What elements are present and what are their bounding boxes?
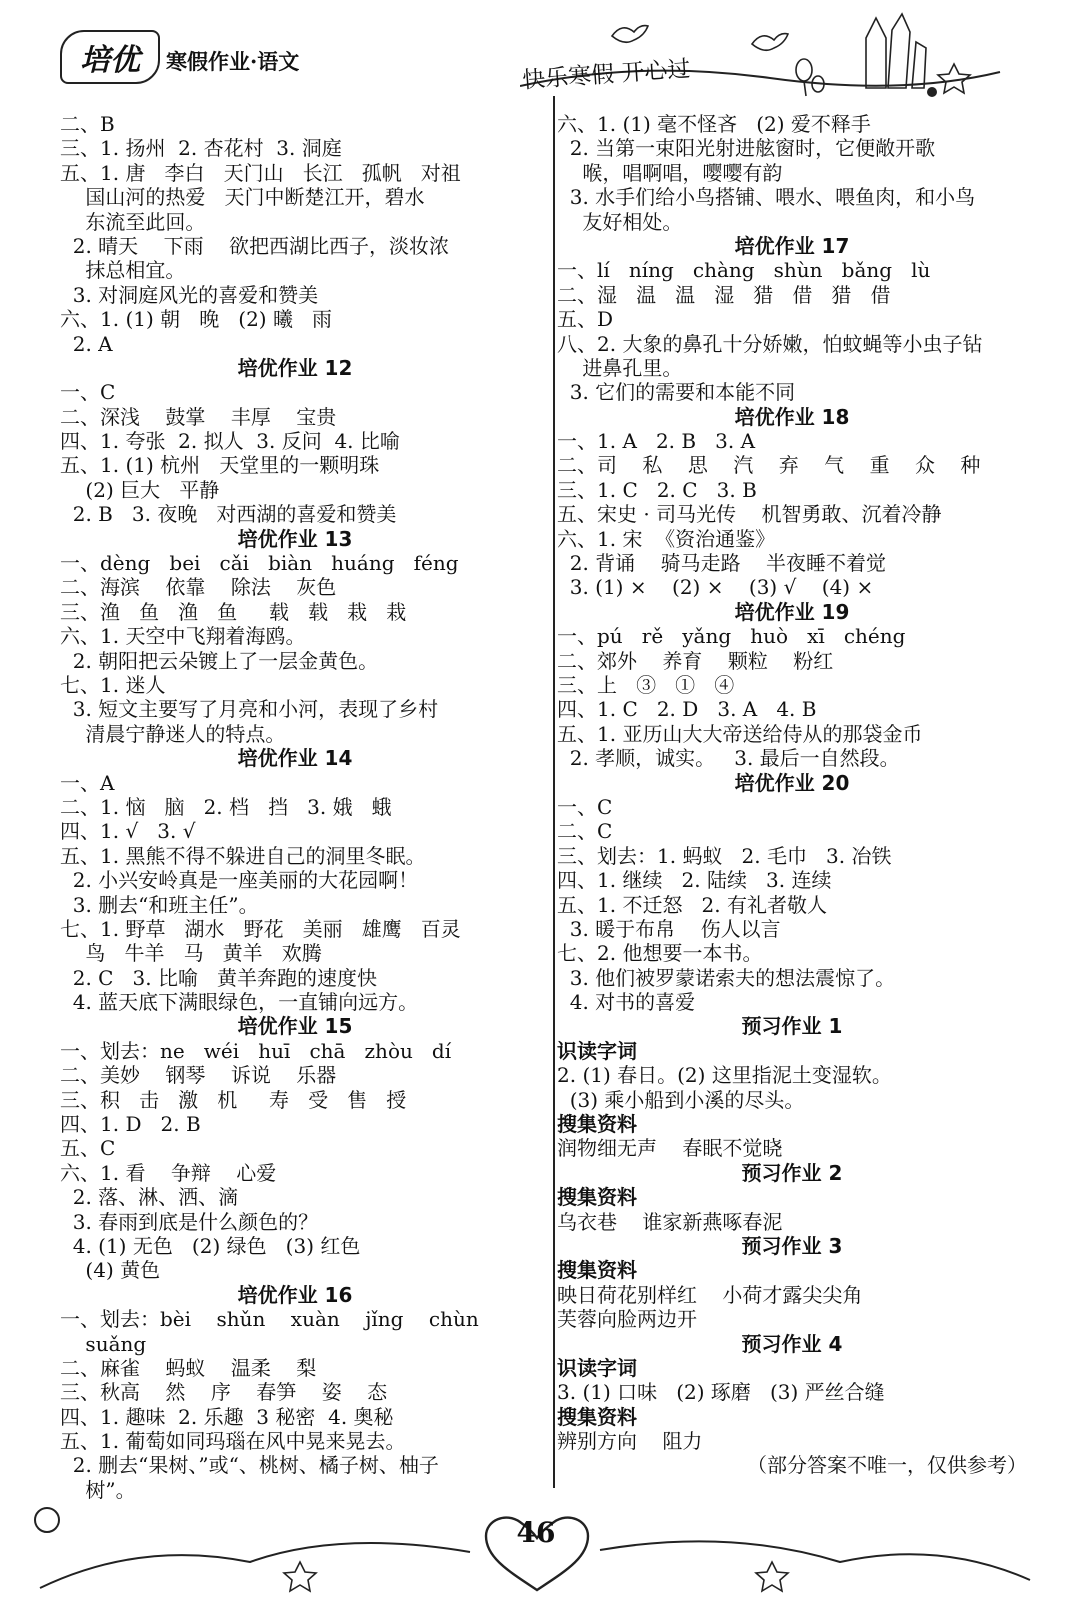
answer-line: (3) 乘小船到小溪的尽头。 <box>557 1087 805 1112</box>
answer-line: 2. 小兴安岭真是一座美丽的大花园啊！ <box>60 868 419 893</box>
answer-line: 乌衣巷 谁家新燕啄春泥 <box>557 1209 783 1234</box>
section-heading: 培优作业 18 <box>734 404 850 429</box>
page-footer <box>0 1500 1075 1600</box>
logo-text: 培优 <box>80 43 140 78</box>
balloon-icon <box>796 59 824 96</box>
answer-line: 3. 他们被罗蒙诺索夫的想法震惊了。 <box>557 965 896 990</box>
answer-line: 三、1. C 2. C 3. B <box>557 477 757 502</box>
answer-line: 二、1. 恼 脑 2. 档 挡 3. 娥 蛾 <box>60 794 392 819</box>
section-heading: 预习作业 3 <box>741 1233 843 1258</box>
answer-line: 一、dèng bei cǎi biàn huáng féng <box>60 551 459 576</box>
answer-line: 四、1. 继续 2. 陆续 3. 连续 <box>557 868 832 893</box>
answer-line: 六、1. 天空中飞翔着海鸥。 <box>60 624 306 649</box>
answer-line: 映日荷花别样红 小荷才露尖尖角 <box>557 1282 863 1307</box>
column-divider <box>553 96 555 1488</box>
answer-line: 五、1. 不迁怒 2. 有礼者敬人 <box>557 892 827 917</box>
answer-line: 4. 蓝天底下满眼绿色，一直铺向远方。 <box>60 990 419 1015</box>
answer-line: 喉，唱啊唱，嘤嘤有韵 <box>557 160 783 185</box>
answer-line: suǎng <box>60 1331 147 1356</box>
section-heading: 培优作业 15 <box>237 1014 353 1039</box>
subsection-label: 搜集资料 <box>557 1258 637 1283</box>
subsection-label: 识读字词 <box>557 1355 637 1380</box>
answer-line: 3. 它们的需要和本能不同 <box>557 380 796 405</box>
answer-line: 2. 当第一束阳光射进舷窗时，它便敞开歌 <box>557 136 936 161</box>
answer-line: 3. 删去“和班主任”。 <box>60 892 259 917</box>
answer-line: 润物细无声 春眠不觉晓 <box>557 1136 783 1161</box>
answer-column-left <box>60 112 530 1502</box>
answer-line: 一、C <box>60 380 116 405</box>
star-icon <box>284 1562 788 1591</box>
answer-line: 五、C <box>60 1136 116 1161</box>
answer-line: 3. 水手们给小鸟搭铺、喂水、喂鱼肉，和小鸟 <box>557 185 976 210</box>
answer-line: 国山河的热爱 天门中断楚江开，碧水 <box>60 185 425 210</box>
answer-line: 三、划去：1. 蚂蚁 2. 毛巾 3. 冶铁 <box>557 843 892 868</box>
answer-line: 五、D <box>557 307 614 332</box>
header-slogan: 快乐寒假 开心过 <box>521 56 692 94</box>
answer-line: 五、1. (1) 杭州 天堂里的一颗明珠 <box>60 453 380 478</box>
answer-line: 一、lí níng chàng shùn bǎng lù <box>557 258 931 283</box>
answer-line: 七、1. 野草 湖水 野花 美丽 雄鹰 百灵 <box>60 916 461 941</box>
answer-line: 4. 对书的喜爱 <box>557 990 696 1015</box>
answer-line: 六、1. 宋 《资治通鉴》 <box>557 526 776 551</box>
footnote: （部分答案不唯一，仅供参考） <box>747 1453 1027 1478</box>
answer-line: 二、郊外 养育 颗粒 粉红 <box>557 648 834 673</box>
section-heading: 培优作业 17 <box>734 233 850 258</box>
answer-line: 一、划去：bèi shǔn xuàn jǐng chùn <box>60 1307 479 1332</box>
book-title: 寒假作业·语文 <box>166 49 300 74</box>
answer-line: (4) 黄色 <box>60 1258 161 1283</box>
subsection-label: 搜集资料 <box>557 1404 637 1429</box>
answer-line: 进鼻孔里。 <box>557 355 683 380</box>
subsection-label: 识读字词 <box>557 1038 637 1063</box>
answer-line: 3. 短文主要写了月亮和小河，表现了乡村 <box>60 697 439 722</box>
dove-icon <box>612 26 788 51</box>
answer-line: 五、1. 黑熊不得不躲进自己的洞里冬眠。 <box>60 843 426 868</box>
answer-line: 一、C <box>557 794 613 819</box>
answer-line: 四、1. √ 3. √ <box>60 819 196 844</box>
answer-line: 清晨宁静迷人的特点。 <box>60 721 286 746</box>
answer-line: 二、麻雀 蚂蚁 温柔 梨 <box>60 1355 317 1380</box>
answer-line: 五、1. 葡萄如同玛瑙在风中晃来晃去。 <box>60 1429 406 1454</box>
star-icon <box>938 64 970 93</box>
answer-line: 二、美妙 钢琴 诉说 乐器 <box>60 1063 337 1088</box>
answer-line: 一、A <box>60 770 115 795</box>
answer-line: 鸟 牛羊 马 黄羊 欢腾 <box>60 941 322 966</box>
answer-line: 2. 落、淋、洒、滴 <box>60 1185 239 1210</box>
answer-line: 六、1. (1) 朝 晚 (2) 曦 雨 <box>60 307 333 332</box>
answer-line: 2. 背诵 骑马走路 半夜睡不着觉 <box>557 551 887 576</box>
answer-line: 一、pú rě yǎng huò xī chéng <box>557 624 906 649</box>
answer-line: 七、2. 他想要一本书。 <box>557 941 763 966</box>
answer-line: 3. (1) × (2) × (3) √ (4) × <box>557 575 874 600</box>
footer-cloud-left <box>40 1543 470 1588</box>
answer-line: 二、湿 温 温 湿 猎 借 猎 借 <box>557 282 891 307</box>
subsection-label: 搜集资料 <box>557 1112 637 1137</box>
answer-line: 四、1. D 2. B <box>60 1112 201 1137</box>
publisher-logo <box>60 30 160 84</box>
answer-line: 六、1. 看 争辩 心爱 <box>60 1160 277 1185</box>
answer-line: 3. 对洞庭风光的喜爱和赞美 <box>60 282 319 307</box>
answer-line: 2. 晴天 下雨 欲把西湖比西子，淡妆浓 <box>60 233 450 258</box>
answer-line: 辨别方向 阻力 <box>557 1429 703 1454</box>
section-heading: 预习作业 4 <box>741 1331 843 1356</box>
section-heading: 培优作业 19 <box>734 599 850 624</box>
answer-line: 2. 孝顺，诚实。 3. 最后一自然段。 <box>557 746 900 771</box>
section-heading: 培优作业 12 <box>237 355 353 380</box>
answer-line: 一、划去：ne wéi huī chā zhòu dí <box>60 1038 452 1063</box>
answer-line: 三、1. 扬州 2. 杏花村 3. 洞庭 <box>60 136 342 161</box>
answer-line: 二、C <box>557 819 613 844</box>
answer-line: 抹总相宜。 <box>60 258 186 283</box>
answer-column-right <box>557 112 1027 1478</box>
answer-line: 三、积 击 激 机 寿 受 售 授 <box>60 1087 407 1112</box>
section-heading: 培优作业 20 <box>734 770 850 795</box>
answer-line: 树”。 <box>60 1477 136 1502</box>
answer-line: 2. 朝阳把云朵镀上了一层金黄色。 <box>60 648 379 673</box>
answer-line: 八、2. 大象的鼻孔十分娇嫩，怕蚊蝇等小虫子钻 <box>557 331 983 356</box>
answer-line: 4. (1) 无色 (2) 绿色 (3) 红色 <box>60 1233 361 1258</box>
answer-line: 二、B <box>60 112 115 136</box>
answer-line: 三、秋高 然 序 春笋 姿 态 <box>60 1380 388 1405</box>
section-heading: 预习作业 1 <box>741 1014 843 1039</box>
answer-line: (2) 巨大 平静 <box>60 477 220 502</box>
answer-line: 三、渔 鱼 渔 鱼 载 载 栽 栽 <box>60 599 407 624</box>
answer-line: 2. C 3. 比喻 黄羊奔跑的速度快 <box>60 965 378 990</box>
answer-line: 四、1. 趣味 2. 乐趣 3 秘密 4. 奥秘 <box>60 1404 394 1429</box>
answer-line: 二、深浅 鼓掌 丰厚 宝贵 <box>60 404 337 429</box>
answer-line: 3. 春雨到底是什么颜色的？ <box>60 1209 319 1234</box>
answer-line: 3. (1) 口味 (2) 琢磨 (3) 严丝合缝 <box>557 1380 885 1405</box>
section-heading: 预习作业 2 <box>741 1160 843 1185</box>
section-heading: 培优作业 14 <box>237 746 353 771</box>
answer-line: 2. 删去“果树、”或“、桃树、橘子树、柚子 <box>60 1453 439 1478</box>
answer-line: 四、1. C 2. D 3. A 4. B <box>557 697 817 722</box>
subsection-label: 搜集资料 <box>557 1185 637 1210</box>
answer-line: 五、1. 亚历山大大帝送给侍从的那袋金币 <box>557 721 923 746</box>
answer-line: 二、海滨 依靠 除法 灰色 <box>60 575 337 600</box>
answer-line: 2. (1) 春日。(2) 这里指泥土变湿软。 <box>557 1063 892 1088</box>
answer-line: 东流至此回。 <box>60 209 206 234</box>
answer-line: 三、上 ③ ① ④ <box>557 672 735 697</box>
answer-line: 四、1. 夸张 2. 拟人 3. 反问 4. 比喻 <box>60 429 400 454</box>
section-heading: 培优作业 16 <box>237 1282 353 1307</box>
answer-line: 3. 暖于布帛 伤人以言 <box>557 916 781 941</box>
page-header <box>0 0 1075 110</box>
circle-icon <box>35 1508 59 1532</box>
footer-cloud-right <box>600 1541 1030 1580</box>
crayon-icon <box>866 14 926 88</box>
answer-line: 友好相处。 <box>557 209 683 234</box>
answer-line: 2. B 3. 夜晚 对西湖的喜爱和赞美 <box>60 502 397 527</box>
answer-line: 六、1. (1) 毫不怪吝 (2) 爱不释手 <box>557 112 871 136</box>
answer-line: 芙蓉向脸两边开 <box>557 1307 697 1332</box>
answer-line: 二、司 私 思 汽 弃 气 重 众 种 <box>557 453 981 478</box>
answer-line: 五、宋史 · 司马光传 机智勇敢、沉着冷静 <box>557 502 942 527</box>
section-heading: 培优作业 13 <box>237 526 353 551</box>
dot-icon <box>927 87 937 97</box>
answer-line: 2. A <box>60 331 113 356</box>
page-number: 46 <box>516 1516 556 1549</box>
answer-line: 五、1. 唐 李白 天门山 长江 孤帆 对祖 <box>60 160 461 185</box>
footer-decoration <box>0 1500 1075 1600</box>
answer-line: 七、1. 迷人 <box>60 672 166 697</box>
answer-line: 一、1. A 2. B 3. A <box>557 429 756 454</box>
